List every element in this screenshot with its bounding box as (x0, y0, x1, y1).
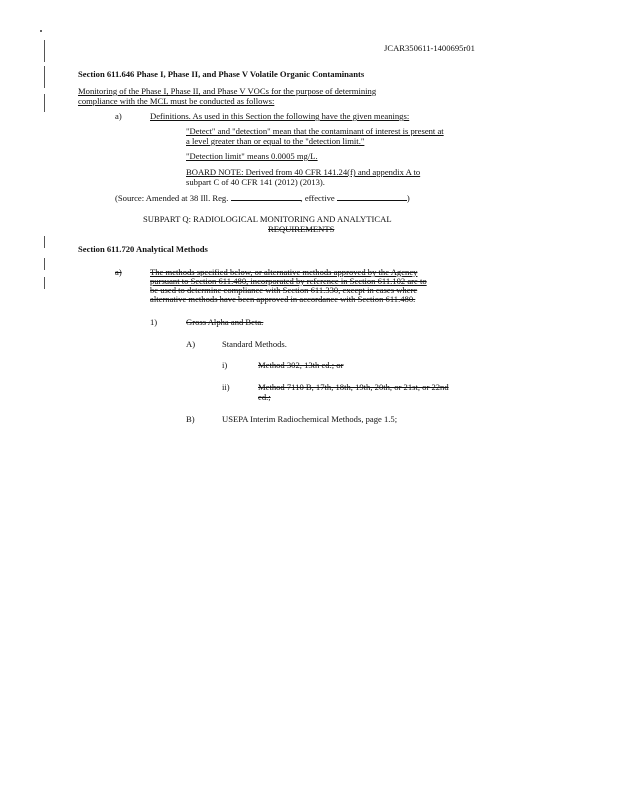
item-i-label: i) (222, 360, 228, 370)
subpart-q-line1: SUBPART Q: RADIOLOGICAL MONITORING AND ANALYTICAL (143, 214, 392, 224)
source-mid: , effective (300, 193, 335, 203)
para-line1: The methods specified below, or alternative methods approved by the Agency (150, 267, 418, 277)
item-A-text: Standard Methods. (222, 339, 287, 349)
revision-bar (44, 40, 45, 62)
subpart-q-line2: REQUIREMENTS (268, 224, 335, 234)
revision-bar (44, 258, 45, 270)
source-end: ) (406, 193, 410, 203)
item-ii-line1: Method 7110 B, 17th, 18th, 19th, 20th, or 21st, or 22nd (258, 382, 449, 392)
revision-bar (44, 277, 45, 289)
revision-bar (44, 236, 45, 248)
revision-bar (44, 66, 45, 88)
section-646-intro-line2: compliance with the MCL must be conducted as follows: (78, 96, 275, 106)
definition-detect-line2: a level greater than or equal to the "detection limit." (186, 136, 365, 146)
item-B-label: B) (186, 414, 195, 424)
item-B-text: USEPA Interim Radiochemical Methods, page 1.5; (222, 414, 398, 424)
definition-detect-line1: "Detect" and "detection" mean that the contaminant of interest is present at (186, 126, 444, 136)
board-note-line1: BOARD NOTE: Derived from 40 CFR 141.24(f) and appendix A to (186, 167, 421, 177)
source-line (115, 193, 410, 203)
board-note-line2: subpart C of 40 CFR 141 (2012) (2013). (186, 177, 325, 187)
blank-effective (337, 193, 407, 201)
revision-bar (44, 94, 45, 112)
section-720-title: Section 611.720 Analytical Methods (78, 244, 208, 254)
section-646-intro-line1: Monitoring of the Phase I, Phase II, and Phase V VOCs for the purpose of determining (78, 86, 377, 96)
margin-dot (40, 30, 42, 32)
item-ii-line2: ed.; (258, 392, 271, 402)
item-a-label: a) (115, 111, 122, 121)
item-1-label: 1) (150, 317, 158, 327)
item-i-text: Method 302, 13th ed.; or (258, 360, 344, 370)
para-line3: be used to determine compliance with Section 611.330, except in cases where (150, 285, 418, 295)
source-prefix: (Source: Amended at 38 Ill. Reg. (115, 193, 229, 203)
para-line4: alternative methods have been approved in accordance with Section 611.480. (150, 294, 416, 304)
item-ii-label: ii) (222, 382, 230, 392)
blank-reg (231, 193, 301, 201)
item-a-720-label: a) (115, 267, 122, 277)
section-646-title: Section 611.646 Phase I, Phase II, and Phase V Volatile Organic Contaminants (78, 69, 365, 79)
item-a-text: Definitions. As used in this Section the following have the given meanings: (150, 111, 410, 121)
item-A-label: A) (186, 339, 196, 349)
para-line2: pursuant to Section 611.480, incorporated by reference in Section 611.102 are to (150, 276, 427, 286)
document-id: JCAR350611-1400695r01 (384, 43, 475, 53)
item-1-text: Gross Alpha and Beta. (186, 317, 264, 327)
definition-detection-limit: "Detection limit" means 0.0005 mg/L. (186, 151, 318, 161)
